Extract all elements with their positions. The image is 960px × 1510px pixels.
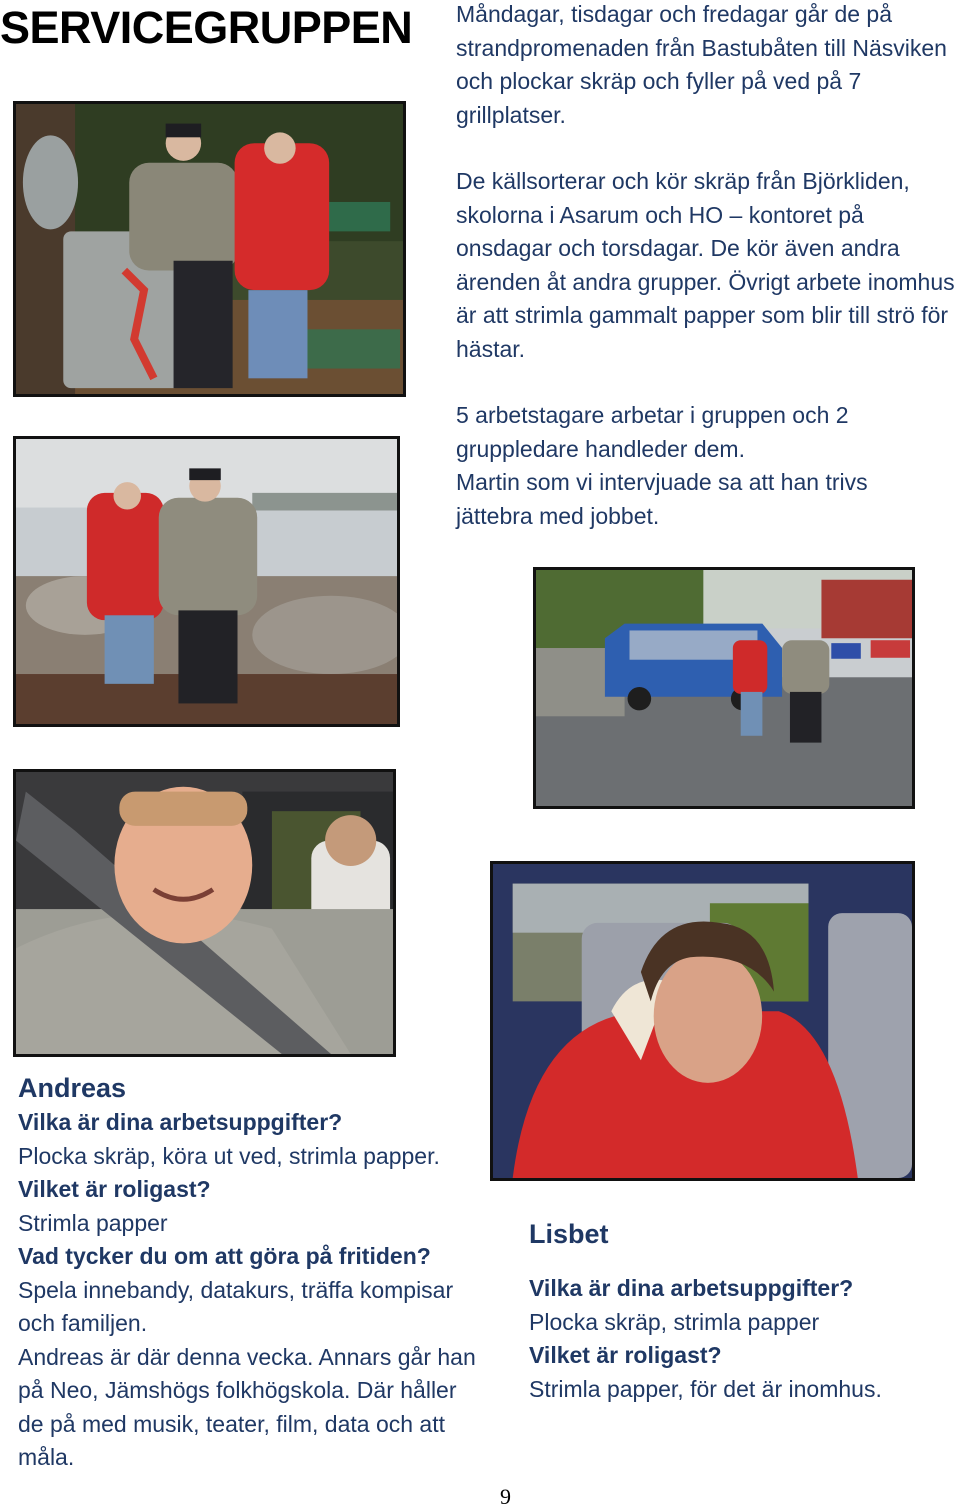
- andreas-answer-1: Plocka skräp, köra ut ved, strimla papper.: [18, 1142, 440, 1169]
- andreas-question-2: Vilket är roligast?: [18, 1176, 211, 1202]
- intro-paragraph-1: Måndagar, tisdagar och fredagar går de på strandpromenaden från Bastubåten till Näsviken och plockar skräp och fyller på ved på 7 grillplatser.: [456, 1, 947, 128]
- lisbet-answer-2: Strimla papper, för det är inomhus.: [529, 1375, 882, 1402]
- intro-paragraph-2: De källsorterar och kör skräp från Björkliden, skolorna i Asarum och HO – kontoret på onsdagar och torsdagar. De kör även andra ärenden åt andra grupper. Övrigt arbete inomhus är att strimla gammalt papper som blir till strö för hästar.: [456, 168, 955, 362]
- andreas-answer-3: Spela innebandy, datakurs, träffa kompisar och familjen.: [18, 1276, 454, 1336]
- page-title: SERVICEGRUPPEN: [0, 2, 413, 53]
- lisbet-question-1: Vilka är dina arbetsuppgifter?: [529, 1275, 854, 1301]
- photo-workers-shore: [13, 436, 400, 727]
- andreas-answer-2: Strimla papper: [18, 1209, 168, 1236]
- intro-paragraph-4: Martin som vi intervjuade sa att han trivs jättebra med jobbet.: [456, 469, 868, 529]
- page-number: 9: [500, 1484, 511, 1509]
- photo-lisbet-portrait: [490, 861, 915, 1181]
- photo-andreas-portrait: [13, 769, 396, 1057]
- andreas-question-3: Vad tycker du om att göra på fritiden?: [18, 1243, 431, 1269]
- lisbet-name: Lisbet: [529, 1219, 609, 1249]
- andreas-note: Andreas är där denna vecka. Annars går han på Neo, Jämshögs folkhögskola. Där håller de på med musik, teater, film, data och att måla.: [18, 1343, 476, 1470]
- andreas-interview: [18, 1070, 478, 1475]
- lisbet-answer-1: Plocka skräp, strimla papper: [529, 1308, 820, 1335]
- photo-workers-trash-bin: [13, 101, 406, 397]
- lisbet-question-2: Vilket är roligast?: [529, 1342, 722, 1368]
- lisbet-interview: [529, 1216, 929, 1406]
- andreas-name: Andreas: [18, 1073, 127, 1103]
- intro-paragraph-3: 5 arbetstagare arbetar i gruppen och 2 gruppledare handleder dem.: [456, 402, 849, 462]
- andreas-question-1: Vilka är dina arbetsuppgifter?: [18, 1109, 343, 1135]
- photo-workers-blue-van: [533, 567, 915, 809]
